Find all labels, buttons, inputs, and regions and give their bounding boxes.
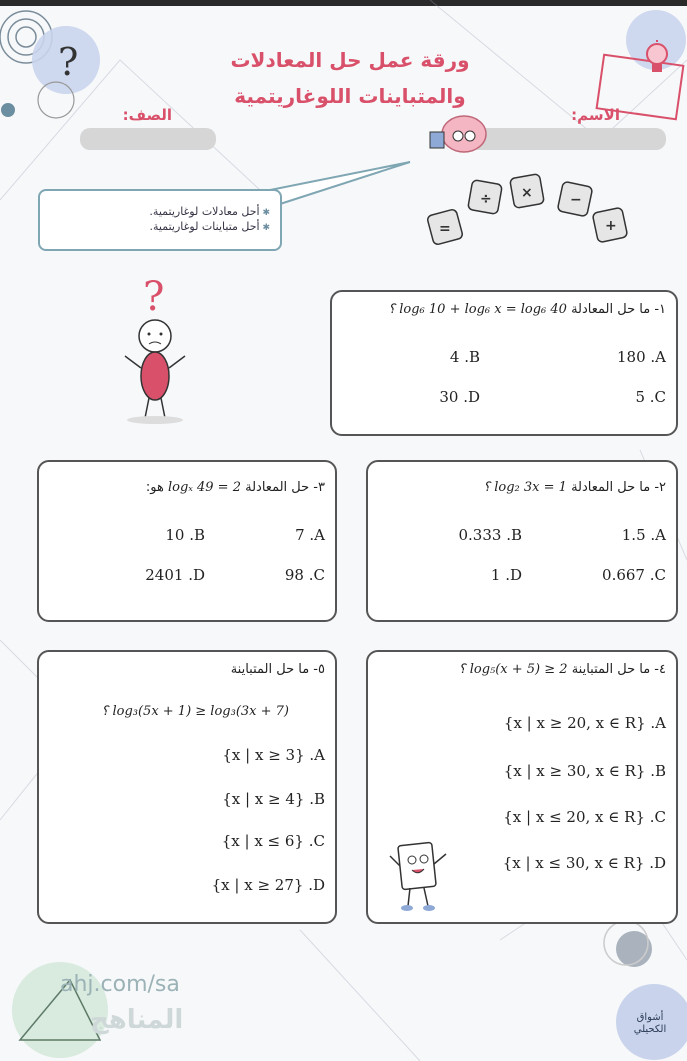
question-4-equation: log₅(x + 5) ≥ 2 ؟: [458, 662, 568, 677]
question-5-prefix: ٥- ما حل المتباينة: [230, 662, 325, 677]
bubble-tail: [270, 160, 420, 210]
objectives-list: [149, 205, 270, 235]
question-4-option-c[interactable]: {x | x ≤ 20, x ∈ R} .C: [503, 808, 666, 826]
website-watermark: ahj.com/sa: [60, 972, 180, 997]
class-field[interactable]: [80, 128, 216, 150]
question-3-card: [37, 460, 337, 622]
question-3-option-b[interactable]: 10 .B: [165, 526, 205, 544]
question-2-equation: log₂ 3x = 1 ؟: [483, 480, 567, 495]
question-4-option-d[interactable]: {x | x ≤ 30, x ∈ R} .D: [502, 854, 666, 872]
question-3-equation: logₓ 49 = 2: [167, 480, 241, 495]
question-3-option-a[interactable]: 7 .A: [295, 526, 325, 544]
question-1-option-a[interactable]: 180 .A: [617, 348, 666, 366]
name-label: الاسم:: [571, 106, 620, 124]
question-4-option-a[interactable]: {x | x ≥ 20, x ∈ R} .A: [503, 714, 666, 732]
question-3-prefix: ٣- حل المعادلة: [245, 480, 325, 495]
svg-text:−: −: [570, 192, 582, 208]
question-3-option-d[interactable]: 2401 .D: [145, 566, 205, 584]
question-2-option-b[interactable]: 0.333 .B: [458, 526, 522, 544]
svg-text:+: +: [605, 218, 617, 234]
question-2-prefix: ٢- ما حل المعادلة: [571, 480, 666, 495]
lightbulb-icon: [642, 40, 672, 80]
question-mark-icon: ?: [58, 40, 79, 84]
name-field[interactable]: [470, 128, 666, 150]
math-dice-icon: [420, 170, 640, 250]
question-1-option-d[interactable]: 30 .D: [439, 388, 480, 406]
question-4-card: [366, 650, 678, 924]
question-5-option-a[interactable]: {x | x ≥ 3} .A: [222, 746, 325, 764]
title-line-1: ورقة عمل حل المعادلات: [230, 48, 470, 72]
objective-1: ✱ أحل معادلات لوغاريتمية.: [149, 205, 270, 220]
brain-mascot-icon: [428, 112, 490, 162]
objective-2: ✱ أحل متباينات لوغاريتمية.: [149, 220, 270, 235]
svg-text:=: =: [439, 221, 451, 237]
notebook-mascot-icon: [388, 838, 452, 914]
question-5-option-b[interactable]: {x | x ≥ 4} .B: [222, 790, 325, 808]
logo-text: أشواق الكحيلي: [633, 1012, 667, 1035]
question-4-text: [459, 662, 666, 677]
question-4-prefix: ٤- ما حل المتباينة: [571, 662, 666, 677]
question-2-option-c[interactable]: 0.667 .C: [602, 566, 666, 584]
question-1-text: [388, 302, 666, 317]
question-1-option-b[interactable]: 4 .B: [449, 348, 480, 366]
svg-text:×: ×: [521, 185, 533, 201]
question-1-prefix: ١- ما حل المعادلة: [571, 302, 666, 317]
question-5-option-c[interactable]: {x | x ≤ 6} .C: [221, 832, 325, 850]
title-line-2: والمتباينات اللوغاريتمية: [234, 84, 466, 108]
question-1-option-c[interactable]: 5 .C: [635, 388, 666, 406]
footer-watermark: المناهج: [90, 1005, 184, 1035]
question-4-option-b[interactable]: {x | x ≥ 30, x ∈ R} .B: [503, 762, 666, 780]
question-3-text: [146, 480, 325, 495]
question-5-option-d[interactable]: {x | x ≥ 27} .D: [211, 876, 325, 894]
question-2-option-d[interactable]: 1 .D: [490, 566, 522, 584]
question-1-equation: log₆ 10 + log₆ x = log₆ 40 ؟: [388, 302, 567, 317]
svg-text:÷: ÷: [480, 191, 492, 207]
question-3-suffix: هو:: [145, 480, 164, 495]
question-5-equation: log₃(5x + 1) ≥ log₃(3x + 7) ؟: [101, 704, 289, 719]
question-2-card: [366, 460, 678, 622]
class-label: الصف:: [122, 106, 172, 124]
objectives-bubble: [38, 189, 282, 251]
question-3-option-c[interactable]: 98 .C: [284, 566, 325, 584]
question-2-option-a[interactable]: 1.5 .A: [621, 526, 666, 544]
svg-text:?: ?: [143, 274, 165, 320]
question-5-card: [37, 650, 337, 924]
confused-figure-icon: [115, 272, 195, 427]
question-2-text: [483, 480, 666, 495]
question-1-card: [330, 290, 678, 436]
